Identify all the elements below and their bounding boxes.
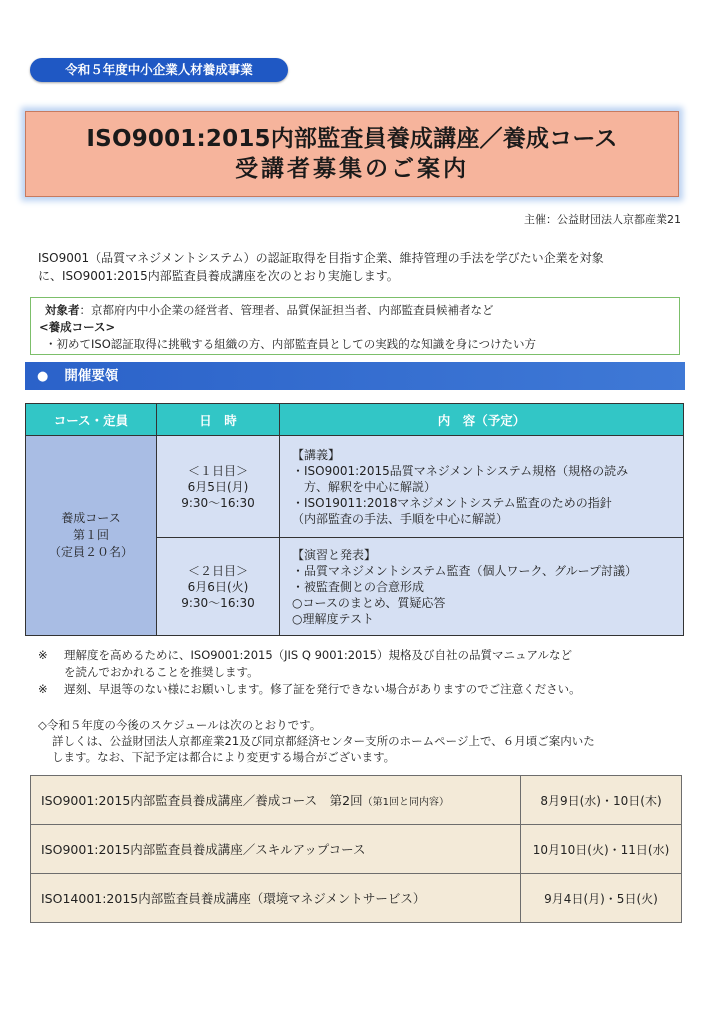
course-session: 第１回 <box>72 528 109 542</box>
schedule-intro-line: ◇令和５年度の今後のスケジュールは次のとおりです。 <box>38 718 322 732</box>
course-name: ISO14001:2015内部監査員養成講座（環境マネジメントサービス） <box>41 891 426 906</box>
schedule-intro-line: 詳しくは、公益財団法人京都産業21及び同京都経済センター支所のホームページ上で、６月頃ご案内いた <box>52 734 595 748</box>
note-text: 理解度を高めるために、ISO9001:2015（JIS Q 9001:2015）規格及び自社の品質マニュアルなど <box>64 648 573 662</box>
course-text: ・初めてISO認証取得に挑戦する組織の方、内部監査員としての実践的な知識を身につけたい方 <box>45 337 537 351</box>
content-line: ○理解度テスト <box>292 611 374 626</box>
section-header <box>25 362 685 390</box>
course-note: （第1回と同内容） <box>362 797 449 808</box>
table-row <box>26 436 684 538</box>
content-line: ○コースのまとめ、質疑応答 <box>292 595 446 610</box>
target-label: 対象者 <box>45 303 80 317</box>
time-label: 9:30〜16:30 <box>181 495 255 510</box>
target-text: ：京都府内中小企業の経営者、管理者、品質保証担当者、内部監査員候補者など <box>79 303 494 317</box>
note-item <box>38 664 688 681</box>
sponsor-text: 主催：公益財団法人京都産業21 <box>524 213 681 226</box>
note-mark: ※ <box>38 682 48 696</box>
intro-line: ISO9001（品質マネジメントシステム）の認証取得を目指す企業、維持管理の手法を学びたい企業を対象 <box>38 251 604 265</box>
schedule-intro-line: します。なお、下記予定は都合により変更する場合がございます。 <box>52 750 396 764</box>
content-line: ・ISO19011:2018マネジメントシステム監査のための指針 <box>292 495 612 510</box>
course-name-cell <box>31 776 521 825</box>
schedule-table <box>25 403 684 636</box>
page-subtitle: 受講者募集のご案内 <box>235 156 469 182</box>
content-line: 【講義】 <box>292 447 341 462</box>
time-label: 9:30〜16:30 <box>181 595 255 610</box>
program-badge: 令和５年度中小企業人材養成事業 <box>30 58 288 82</box>
course-name: ISO9001:2015内部監査員養成講座／養成コース 第2回 <box>41 793 363 808</box>
note-text: 遅刻、早退等のない様にお願いします。修了証を発行できない場合がありますのでご注意ください。 <box>64 682 581 696</box>
course-cell <box>26 436 157 636</box>
note-mark <box>38 664 64 681</box>
content-line: ・ISO9001:2015品質マネジメントシステム規格（規格の読み <box>292 463 629 478</box>
content-line: 方、解釈を中心に解説） <box>304 479 437 494</box>
course-label: <養成コース> <box>39 320 116 334</box>
upcoming-schedule-table <box>30 775 682 923</box>
course-name: 養成コース <box>61 511 121 525</box>
course-date-cell: 10月10日(火)・11日(水) <box>521 825 682 874</box>
course-name-cell <box>31 825 521 874</box>
table-row <box>31 874 682 923</box>
note-text: を読んでおかれることを推奨します。 <box>64 665 259 679</box>
course-date-cell: 9月4日(月)・5日(火) <box>521 874 682 923</box>
date-cell <box>157 538 280 636</box>
target-line <box>45 302 679 319</box>
note-item <box>38 681 688 698</box>
content-line: ・被監査側との合意形成 <box>292 579 425 594</box>
date-label: 6月6日(火) <box>187 579 249 594</box>
content-line: ・品質マネジメントシステム監査（個人ワーク、グループ討議） <box>292 563 638 578</box>
note-mark: ※ <box>38 648 48 662</box>
date-label: 6月5日(月) <box>187 479 249 494</box>
content-cell <box>280 538 684 636</box>
intro-paragraph <box>38 249 674 285</box>
schedule-intro <box>38 717 688 765</box>
table-row <box>31 776 682 825</box>
date-cell <box>157 436 280 538</box>
table-row <box>31 825 682 874</box>
header-course: コース・定員 <box>26 404 157 436</box>
bullet-icon: ● <box>37 369 49 384</box>
target-audience-box <box>30 297 680 355</box>
course-name-cell <box>31 874 521 923</box>
intro-line: に、ISO9001:2015内部監査員養成講座を次のとおり実施します。 <box>38 269 399 283</box>
content-line: 【演習と発表】 <box>292 547 377 562</box>
notes <box>38 647 688 698</box>
day-label: ＜１日目＞ <box>187 463 248 478</box>
header-datetime: 日 時 <box>157 404 280 436</box>
content-line: （内部監査の手法、手順を中心に解説） <box>292 511 509 526</box>
title-banner <box>25 111 679 197</box>
page-title: ISO9001:2015内部監査員養成講座／養成コース <box>86 126 618 152</box>
content-cell <box>280 436 684 538</box>
note-item <box>38 647 688 664</box>
day-label: ＜２日目＞ <box>187 563 248 578</box>
table-header-row <box>26 404 684 436</box>
course-capacity: （定員２０名） <box>48 545 133 559</box>
course-date-cell: 8月9日(水)・10日(木) <box>521 776 682 825</box>
section-title: 開催要領 <box>64 368 119 384</box>
course-name: ISO9001:2015内部監査員養成講座／スキルアップコース <box>41 842 366 857</box>
header-content: 内 容（予定） <box>280 404 684 436</box>
